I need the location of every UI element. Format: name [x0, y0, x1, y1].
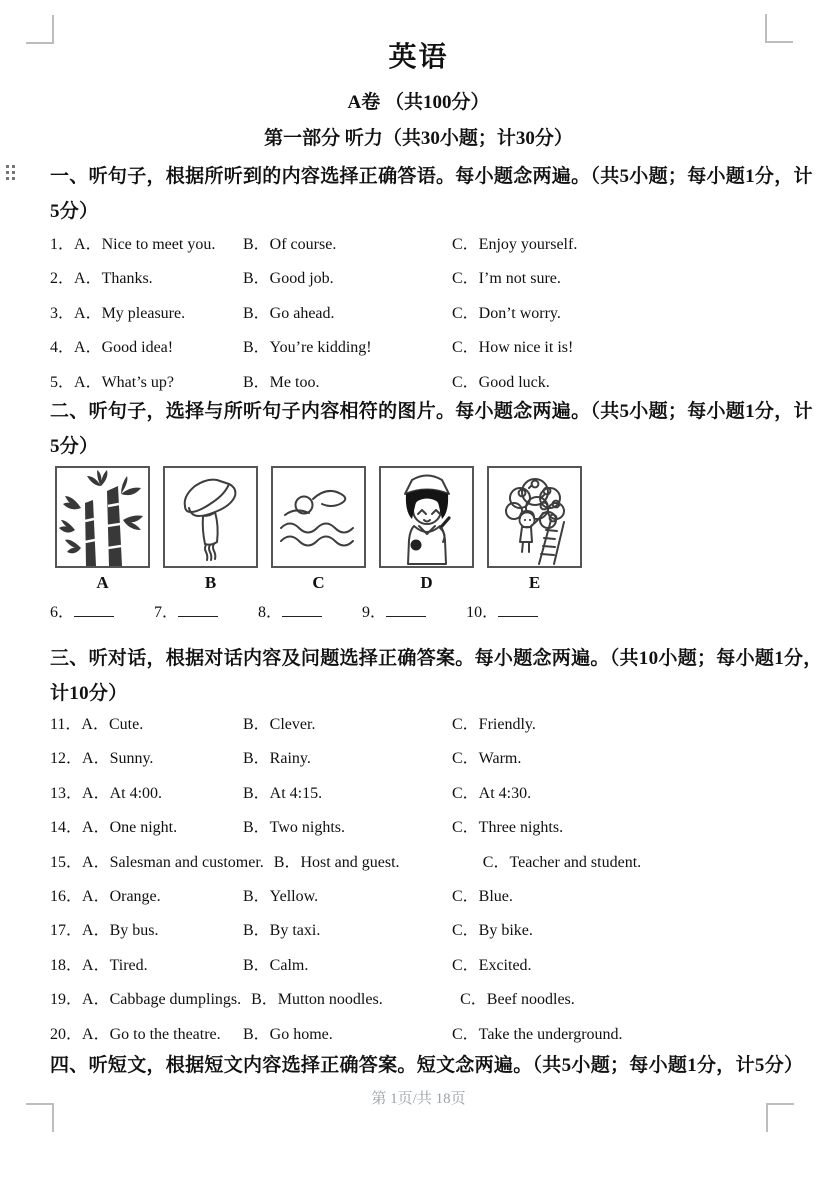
question-option-b: B．Two nights. — [243, 819, 346, 837]
answer-blank-line — [386, 602, 426, 617]
questions-6-10 — [50, 598, 538, 628]
question-option-b: B．Host and guest. — [273, 853, 400, 871]
part-one-heading: 第一部分 听力（共30小题；计30分） — [264, 128, 573, 149]
question-option-b: B．Good job. — [243, 270, 334, 288]
question-row — [50, 742, 810, 776]
question-option-c: C．At 4:30. — [452, 784, 532, 802]
blank-question-number: 6． — [50, 604, 75, 621]
blank-question-number: 9． — [362, 604, 387, 621]
question-row — [50, 331, 810, 365]
swimming-image — [271, 466, 366, 568]
picking-apples-image — [487, 466, 582, 568]
answer-blank-line — [178, 602, 218, 617]
question-option-a: 14．A．One night. — [50, 819, 178, 837]
drag-handle-icon[interactable] — [6, 165, 15, 180]
question-option-b: B．Rainy. — [243, 750, 311, 768]
question-option-b: B．Go ahead. — [243, 304, 335, 322]
question-option-c: C．Beef noodles. — [460, 991, 575, 1009]
blank-question — [50, 598, 114, 628]
section-three-heading — [50, 641, 823, 711]
question-option-c: C．How nice it is! — [452, 339, 574, 357]
question-row — [50, 1018, 810, 1052]
question-row — [50, 297, 810, 331]
question-option-c: C．By bike. — [452, 922, 533, 940]
question-row — [50, 949, 810, 983]
picture-label: D — [420, 573, 433, 592]
question-row — [50, 914, 810, 948]
picture-label: C — [312, 573, 325, 592]
blank-question-number: 8． — [258, 604, 283, 621]
blank-question-number: 7． — [154, 604, 179, 621]
section-one-heading-line2: 5分） — [50, 201, 99, 222]
question-row — [50, 777, 810, 811]
question-option-c: C．I’m not sure. — [452, 270, 561, 288]
picture-option-e — [487, 466, 582, 593]
question-option-a: 20．A．Go to the theatre. — [50, 1025, 221, 1043]
section-two-heading-line1: 二、听句子，选择与所听句子内容相符的图片。每小题念两遍。（共5小题；每小题1分，计 — [50, 401, 813, 422]
blank-question — [258, 598, 322, 628]
page-corner-mark-top-right — [765, 14, 793, 43]
question-option-c: C．Take the underground. — [452, 1025, 623, 1043]
question-option-b: B．At 4:15. — [243, 784, 323, 802]
question-option-b: B．Mutton noodles. — [251, 991, 383, 1009]
section-four-heading — [50, 1048, 804, 1083]
question-option-c: C．Good luck. — [452, 373, 550, 391]
section-one-heading — [50, 159, 813, 229]
section-two-heading-line2: 5分） — [50, 436, 99, 457]
question-option-a: 2．A．Thanks. — [50, 270, 153, 288]
questions-11-20 — [50, 708, 810, 1052]
question-option-a: 11．A．Cute. — [50, 716, 144, 733]
picture-options-row — [55, 466, 582, 593]
section-one-heading-line1: 一、听句子，根据所听到的内容选择正确答语。每小题念两遍。（共5小题；每小题1分，计 — [50, 166, 813, 187]
question-option-a: 16．A．Orange. — [50, 887, 161, 905]
answer-blank-line — [74, 602, 114, 617]
question-option-b: B．Calm. — [243, 956, 309, 974]
question-option-b: B．Yellow. — [243, 887, 319, 905]
questions-1-5 — [50, 228, 810, 400]
answer-blank-line — [282, 602, 322, 617]
blank-question-number: 10． — [466, 604, 499, 621]
picture-option-d — [379, 466, 474, 593]
question-row — [50, 228, 810, 262]
question-row — [50, 983, 810, 1017]
question-option-b: B．Me too. — [243, 373, 320, 391]
nurse-image — [379, 466, 474, 568]
question-option-c: C．Three nights. — [452, 819, 564, 837]
section-two-heading — [50, 394, 813, 464]
picture-option-b — [163, 466, 258, 593]
section-three-heading-line2: 计10分） — [50, 683, 128, 704]
question-option-c: C．Warm. — [452, 750, 522, 768]
question-option-b: B．You’re kidding! — [243, 339, 372, 357]
picture-label: A — [96, 573, 109, 592]
picture-label: E — [528, 573, 541, 592]
question-row — [50, 811, 810, 845]
question-option-c: C．Enjoy yourself. — [452, 236, 578, 253]
question-option-b: B．By taxi. — [243, 922, 321, 940]
picture-option-a — [55, 466, 150, 593]
question-option-c: C．Blue. — [452, 887, 513, 905]
bamboo-image — [55, 466, 150, 568]
page-title: 英语 — [388, 42, 449, 73]
question-option-c: C．Don’t worry. — [452, 304, 561, 322]
question-option-c: C．Friendly. — [452, 716, 536, 733]
section-four-heading-line1: 四、听短文，根据短文内容选择正确答案。短文念两遍。（共5小题；每小题1分，计5分） — [50, 1055, 804, 1076]
question-option-a: 17．A．By bus. — [50, 922, 159, 940]
question-row — [50, 262, 810, 296]
question-option-a: 19．A．Cabbage dumplings. — [50, 991, 242, 1009]
question-option-a: 13．A．At 4:00. — [50, 784, 163, 802]
scarf-image — [163, 466, 258, 568]
question-option-c: C．Teacher and student. — [482, 853, 642, 871]
question-row — [50, 880, 810, 914]
question-option-b: B．Go home. — [243, 1025, 333, 1043]
picture-option-c — [271, 466, 366, 593]
question-option-a: 1．A．Nice to meet you. — [50, 236, 216, 253]
blank-question — [362, 598, 426, 628]
picture-label: B — [204, 573, 217, 592]
blank-question — [466, 598, 538, 628]
page-number-footer: 第 1页/共 18页 — [371, 1091, 466, 1107]
question-option-b: B．Of course. — [243, 236, 337, 253]
question-row — [50, 708, 810, 742]
question-option-c: C．Excited. — [452, 956, 532, 974]
answer-blank-line — [498, 602, 538, 617]
blank-question — [154, 598, 218, 628]
question-option-a: 3．A．My pleasure. — [50, 304, 186, 322]
question-option-a: 12．A．Sunny. — [50, 750, 154, 768]
paper-heading: A卷 （共100分） — [347, 92, 490, 113]
question-option-a: 5．A．What’s up? — [50, 373, 174, 391]
question-option-a: 18．A．Tired. — [50, 956, 148, 974]
question-row — [50, 846, 810, 880]
question-option-a: 15．A．Salesman and customer. — [50, 853, 264, 871]
section-three-heading-line1: 三、听对话，根据对话内容及问题选择正确答案。每小题念两遍。（共10小题；每小题1分， — [50, 648, 823, 669]
question-option-a: 4．A．Good idea! — [50, 339, 174, 357]
question-option-b: B．Clever. — [243, 716, 316, 733]
